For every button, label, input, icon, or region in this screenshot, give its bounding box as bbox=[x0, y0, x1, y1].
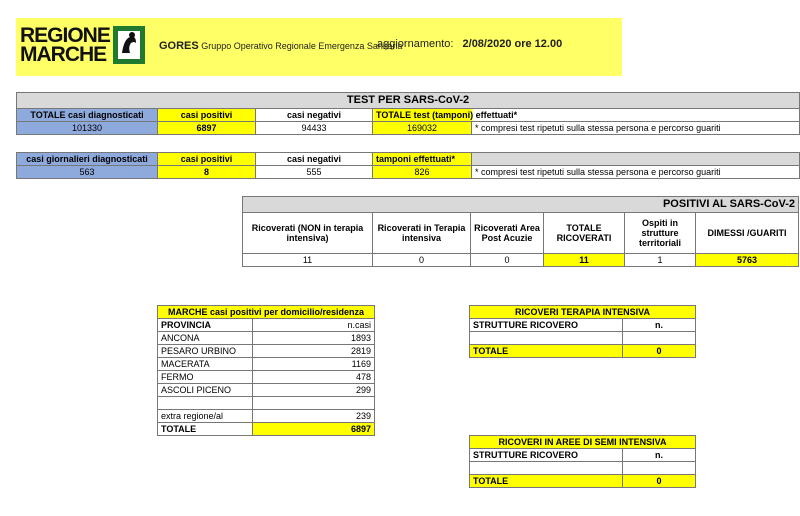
tests-header-total: TOTALE casi diagnosticati bbox=[17, 109, 158, 122]
semi-intensive-col-n: n. bbox=[623, 449, 696, 462]
icu-table bbox=[469, 305, 696, 358]
province-name: MACERATA bbox=[158, 358, 253, 371]
provinces-total-label: TOTALE bbox=[158, 423, 253, 436]
province-name: PESARO URBINO bbox=[158, 345, 253, 358]
tests-title: TEST PER SARS-CoV-2 bbox=[17, 93, 800, 109]
provinces-col-name: PROVINCIA bbox=[158, 319, 253, 332]
province-name: ANCONA bbox=[158, 332, 253, 345]
daily-header-diagnosed: casi giornalieri diagnosticati bbox=[17, 153, 158, 166]
table-row bbox=[158, 410, 375, 423]
positives-title: POSITIVI AL SARS-CoV-2 bbox=[243, 197, 799, 213]
icu-col-structures: STRUTTURE RICOVERO bbox=[470, 319, 623, 332]
daily-value-positive: 8 bbox=[158, 166, 256, 179]
tests-header-swabs: TOTALE test (tamponi) effettuati* bbox=[373, 109, 800, 122]
tests-header-negative: casi negativi bbox=[256, 109, 373, 122]
semi-intensive-title: RICOVERI IN AREE DI SEMI INTENSIVA bbox=[470, 436, 696, 449]
province-cases: 478 bbox=[253, 371, 375, 384]
table-row bbox=[158, 332, 375, 345]
tests-table bbox=[16, 92, 800, 135]
positives-header-territorial: Ospiti in strutture territoriali bbox=[625, 213, 696, 254]
table-row bbox=[158, 384, 375, 397]
positives-header-icu: Ricoverati in Terapia intensiva bbox=[373, 213, 471, 254]
tests-header-positive: casi positivi bbox=[158, 109, 256, 122]
positives-value-hospitalized: 11 bbox=[243, 254, 373, 267]
positives-value-icu: 0 bbox=[373, 254, 471, 267]
icu-title: RICOVERI TERAPIA INTENSIVA bbox=[470, 306, 696, 319]
positives-value-total-hospitalized: 11 bbox=[544, 254, 625, 267]
logo-line-1: REGIONE bbox=[20, 24, 110, 47]
table-row bbox=[158, 371, 375, 384]
tests-value-swabs: 169032 bbox=[373, 122, 472, 135]
table-row bbox=[158, 358, 375, 371]
positives-header-recovered: DIMESSI /GUARITI bbox=[696, 213, 799, 254]
province-cases: 1893 bbox=[253, 332, 375, 345]
daily-note: * compresi test ripetuti sulla stessa persona e percorso guariti bbox=[472, 166, 800, 179]
positives-header-total-hospitalized: TOTALE RICOVERATI bbox=[544, 213, 625, 254]
table-row-empty bbox=[158, 397, 375, 410]
table-row-total bbox=[158, 423, 375, 436]
daily-value-swabs: 826 bbox=[373, 166, 472, 179]
region-emblem-icon bbox=[112, 25, 146, 65]
daily-header-swabs: tamponi effettuati* bbox=[373, 153, 472, 166]
province-name: FERMO bbox=[158, 371, 253, 384]
icu-col-n: n. bbox=[623, 319, 696, 332]
positives-header-hospitalized: Ricoverati (NON in terapia intensiva) bbox=[243, 213, 373, 254]
tests-value-negative: 94433 bbox=[256, 122, 373, 135]
province-cases: 1169 bbox=[253, 358, 375, 371]
header-banner bbox=[16, 18, 622, 76]
semi-intensive-total-value: 0 bbox=[623, 475, 696, 488]
positives-value-territorial: 1 bbox=[625, 254, 696, 267]
provinces-total-value: 6897 bbox=[253, 423, 375, 436]
provinces-table bbox=[157, 305, 375, 436]
icu-total-value: 0 bbox=[623, 345, 696, 358]
extra-region-cases: 239 bbox=[253, 410, 375, 423]
tests-note: * compresi test ripetuti sulla stessa persona e percorso guariti bbox=[472, 122, 800, 135]
daily-header-spacer bbox=[472, 153, 800, 166]
logo-line-2: MARCHE bbox=[20, 43, 107, 66]
gores-full-name: Gruppo Operativo Regionale Emergenza Sanitaria bbox=[201, 41, 403, 51]
gores-acronym: GORES bbox=[159, 40, 199, 52]
icu-total-label: TOTALE bbox=[470, 345, 623, 358]
tests-value-positive: 6897 bbox=[158, 122, 256, 135]
table-row-total bbox=[470, 345, 696, 358]
positives-table bbox=[242, 196, 799, 267]
update-value: 2/08/2020 ore 12.00 bbox=[462, 38, 563, 50]
table-row-empty bbox=[470, 332, 696, 345]
daily-table bbox=[16, 152, 800, 179]
provinces-title: MARCHE casi positivi per domicilio/residenza bbox=[158, 306, 375, 319]
daily-value-diagnosed: 563 bbox=[17, 166, 158, 179]
positives-value-post-acute: 0 bbox=[471, 254, 544, 267]
tests-value-total: 101330 bbox=[17, 122, 158, 135]
positives-value-recovered: 5763 bbox=[696, 254, 799, 267]
semi-intensive-col-structures: STRUTTURE RICOVERO bbox=[470, 449, 623, 462]
table-row bbox=[158, 345, 375, 358]
provinces-col-cases: n.casi bbox=[253, 319, 375, 332]
table-row-total bbox=[470, 475, 696, 488]
table-row-empty bbox=[470, 462, 696, 475]
region-logo bbox=[20, 26, 110, 64]
daily-value-negative: 555 bbox=[256, 166, 373, 179]
daily-header-positive: casi positivi bbox=[158, 153, 256, 166]
semi-intensive-total-label: TOTALE bbox=[470, 475, 623, 488]
gores-label bbox=[159, 40, 402, 52]
update-label: aggiornamento: bbox=[377, 38, 454, 50]
province-cases: 299 bbox=[253, 384, 375, 397]
daily-header-negative: casi negativi bbox=[256, 153, 373, 166]
positives-header-post-acute: Ricoverati Area Post Acuzie bbox=[471, 213, 544, 254]
semi-intensive-table bbox=[469, 435, 696, 488]
update-info bbox=[377, 38, 562, 50]
province-cases: 2819 bbox=[253, 345, 375, 358]
extra-region-label: extra regione/al bbox=[158, 410, 253, 423]
province-name: ASCOLI PICENO bbox=[158, 384, 253, 397]
